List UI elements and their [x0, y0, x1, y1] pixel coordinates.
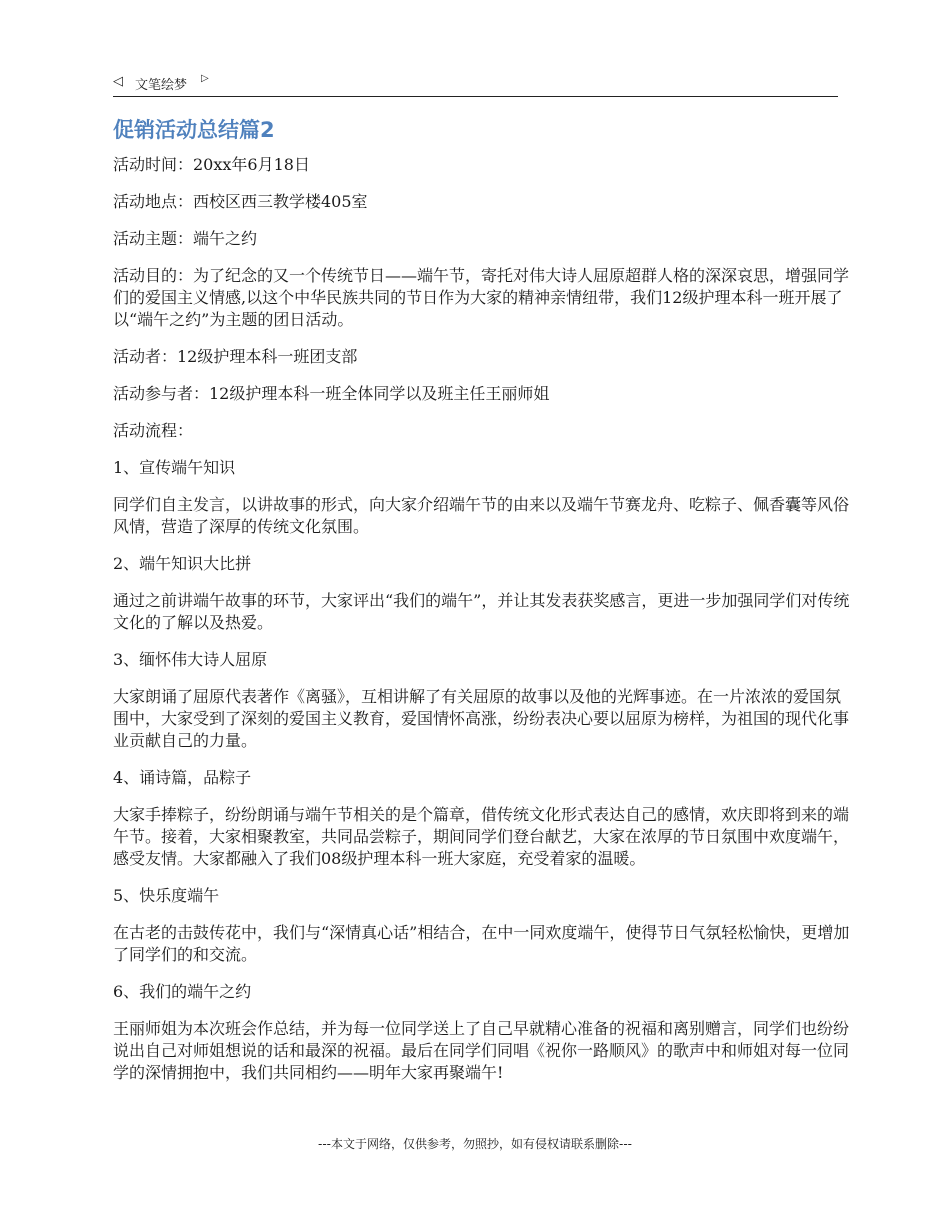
- section-body-1: 同学们自主发言，以讲故事的形式，向大家介绍端午节的由来以及端午节赛龙舟、吃粽子、佩香囊等风俗风情，营造了深厚的传统文化氛围。: [113, 495, 850, 536]
- section-heading-1: 1、宣传端午知识: [113, 458, 236, 477]
- play-arrow-icon[interactable]: ▷: [201, 73, 209, 84]
- paragraph-organizer: 活动者：12级护理本科一班团支部: [113, 347, 358, 366]
- paragraph-activity-location: 活动地点：西校区西三教学楼405室: [113, 192, 368, 211]
- paragraph-activity-purpose: 活动目的：为了纪念的又一个传统节日——端午节，寄托对伟大诗人屈原超群人格的深深哀思，增强同学们的爱国主义情感,以这个中华民族共同的节日作为大家的精神亲情纽带，我们12级护理本科一班开展了以“端午之约”为主题的团日活动。: [113, 266, 850, 329]
- document-body: [113, 154, 853, 1099]
- section-heading-5: 5、快乐度端午: [113, 886, 220, 905]
- paragraph-participants: 活动参与者：12级护理本科一班全体同学以及班主任王丽师姐: [113, 384, 550, 403]
- section-heading-6: 6、我们的端午之约: [113, 982, 252, 1001]
- section-body-3: 大家朗诵了屈原代表著作《离骚》，互相讲解了有关屈原的故事以及他的光辉事迹。在一片浓浓的爱国氛围中，大家受到了深刻的爱国主义教育，爱国情怀高涨，纷纷表决心要以屈原为榜样，为祖国的现代化事业贡献自己的力量。: [113, 687, 850, 750]
- document-title: 促销活动总结篇2: [113, 118, 275, 142]
- back-arrow-icon[interactable]: ◁: [113, 74, 123, 89]
- section-body-4: 大家手捧粽子，纷纷朗诵与端午节相关的是个篇章，借传统文化形式表达自己的感情，欢庆即将到来的端午节。接着，大家相聚教室，共同品尝粽子，期间同学们登台献艺，大家在浓厚的节日氛围中欢度端午，感受友情。大家都融入了我们08级护理本科一班大家庭，充受着家的温暖。: [113, 805, 850, 868]
- section-body-6: 王丽师姐为本次班会作总结，并为每一位同学送上了自己早就精心准备的祝福和离别赠言，同学们也纷纷说出自己对师姐想说的话和最深的祝福。最后在同学们同唱《祝你一路顺风》的歌声中和师姐对每一位同学的深情拥抱中，我们共同相约——明年大家再聚端午!: [113, 1019, 850, 1082]
- paragraph-process-heading: 活动流程：: [113, 421, 194, 440]
- document-header: [113, 70, 838, 97]
- section-heading-2: 2、端午知识大比拼: [113, 554, 252, 573]
- brand-name: 文笔绘梦: [135, 78, 188, 93]
- section-body-5: 在古老的击鼓传花中，我们与“深情真心话”相结合，在中一同欢度端午，使得节日气氛轻松愉快，更增加了同学们的和交流。: [113, 923, 850, 964]
- disclaimer-footer: ---本文于网络，仅供参考，勿照抄，如有侵权请联系删除---: [318, 1137, 632, 1151]
- section-heading-4: 4、诵诗篇，品粽子: [113, 768, 252, 787]
- paragraph-activity-theme: 活动主题：端午之约: [113, 229, 258, 248]
- paragraph-activity-time: 活动时间：20xx年6月18日: [113, 155, 310, 174]
- section-heading-3: 3、缅怀伟大诗人屈原: [113, 650, 268, 669]
- section-body-2: 通过之前讲端午故事的环节，大家评出“我们的端午”，并让其发表获奖感言，更进一步加强同学们对传统文化的了解以及热爱。: [113, 591, 850, 632]
